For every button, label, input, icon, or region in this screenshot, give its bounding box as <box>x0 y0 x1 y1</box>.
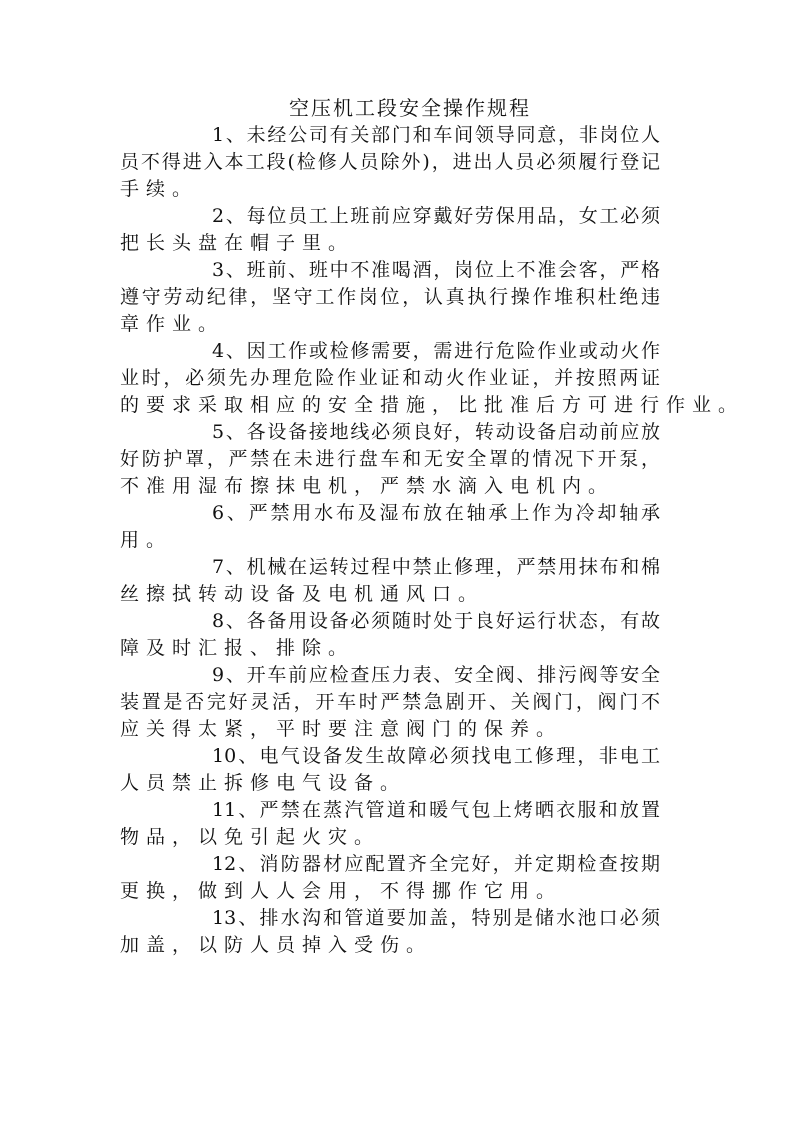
rule-line: 10、电气设备发生故障必须找电工修理，非电工 <box>212 745 660 767</box>
rule-line: 的要求采取相应的安全措施，比批准后方可进行作业。 <box>120 394 745 416</box>
rule-line: 好防护罩，严禁在未进行盘车和无安全罩的情况下开泵， <box>120 448 660 470</box>
rule-paragraph <box>120 905 660 959</box>
rule-line: 7、机械在运转过程中禁止修理，严禁用抹布和棉 <box>212 556 660 578</box>
rule-line: 11、严禁在蒸汽管道和暖气包上烤晒衣服和放置 <box>212 799 660 821</box>
rule-line: 更换，做到人人会用，不得挪作它用。 <box>120 880 563 902</box>
rule-line: 6、严禁用水布及湿布放在轴承上作为冷却轴承 <box>212 502 660 524</box>
rule-line: 5、各设备接地线必须良好，转动设备启动前应放 <box>212 421 660 443</box>
rule-line: 4、因工作或检修需要，需进行危险作业或动火作 <box>212 340 660 362</box>
rule-paragraph <box>120 554 660 608</box>
rule-line: 障及时汇报、排除。 <box>120 637 355 659</box>
rule-paragraph <box>120 662 660 743</box>
rule-line: 章作业。 <box>120 313 225 335</box>
rule-line: 人员禁止拆修电气设备。 <box>120 772 407 794</box>
rule-line: 8、各备用设备必须随时处于良好运行状态，有故 <box>212 610 660 632</box>
rule-line: 2、每位员工上班前应穿戴好劳保用品，女工必须 <box>212 205 660 227</box>
rule-paragraph <box>120 851 660 905</box>
rule-line: 9、开车前应检查压力表、安全阀、排污阀等安全 <box>212 664 660 686</box>
rule-line: 12、消防器材应配置齐全完好，并定期检查按期 <box>212 853 660 875</box>
rule-line: 应关得太紧，平时要注意阀门的保养。 <box>120 718 563 740</box>
rule-paragraph <box>120 797 660 851</box>
rule-line: 加盖，以防人员掉入受伤。 <box>120 934 433 956</box>
rule-line: 把长头盘在帽子里。 <box>120 232 355 254</box>
rule-line: 13、排水沟和管道要加盖，特别是储水池口必须 <box>212 907 660 929</box>
rule-line: 物品，以免引起火灾。 <box>120 826 381 848</box>
rule-paragraph <box>120 608 660 662</box>
document-title: 空压机工段安全操作规程 <box>289 96 531 120</box>
rule-paragraph <box>120 122 660 203</box>
rule-paragraph <box>120 500 660 554</box>
rule-paragraph <box>120 203 660 257</box>
rule-paragraph <box>120 743 660 797</box>
rule-line: 手续。 <box>120 178 199 200</box>
rule-line: 丝擦拭转动设备及电机通风口。 <box>120 583 485 605</box>
rule-line: 用。 <box>120 529 173 551</box>
rule-line: 业时，必须先办理危险作业证和动火作业证，并按照两证 <box>120 367 660 389</box>
rule-line: 员不得进入本工段(检修人员除外)，进出人员必须履行登记 <box>120 151 660 173</box>
rule-line: 不准用湿布擦抹电机，严禁水滴入电机内。 <box>120 475 615 497</box>
rule-line: 装置是否完好灵活，开车时严禁急剧开、关阀门，阀门不 <box>120 691 660 713</box>
rule-paragraph <box>120 338 745 419</box>
rule-line: 1、未经公司有关部门和车间领导同意，非岗位人 <box>212 124 660 146</box>
rule-line: 3、班前、班中不准喝酒，岗位上不准会客，严格 <box>212 259 660 281</box>
rule-paragraph <box>120 257 660 338</box>
document-page <box>120 94 745 959</box>
rule-paragraph <box>120 419 660 500</box>
rule-line: 遵守劳动纪律，坚守工作岗位，认真执行操作堆积杜绝违 <box>120 286 660 308</box>
document-body <box>120 122 745 959</box>
